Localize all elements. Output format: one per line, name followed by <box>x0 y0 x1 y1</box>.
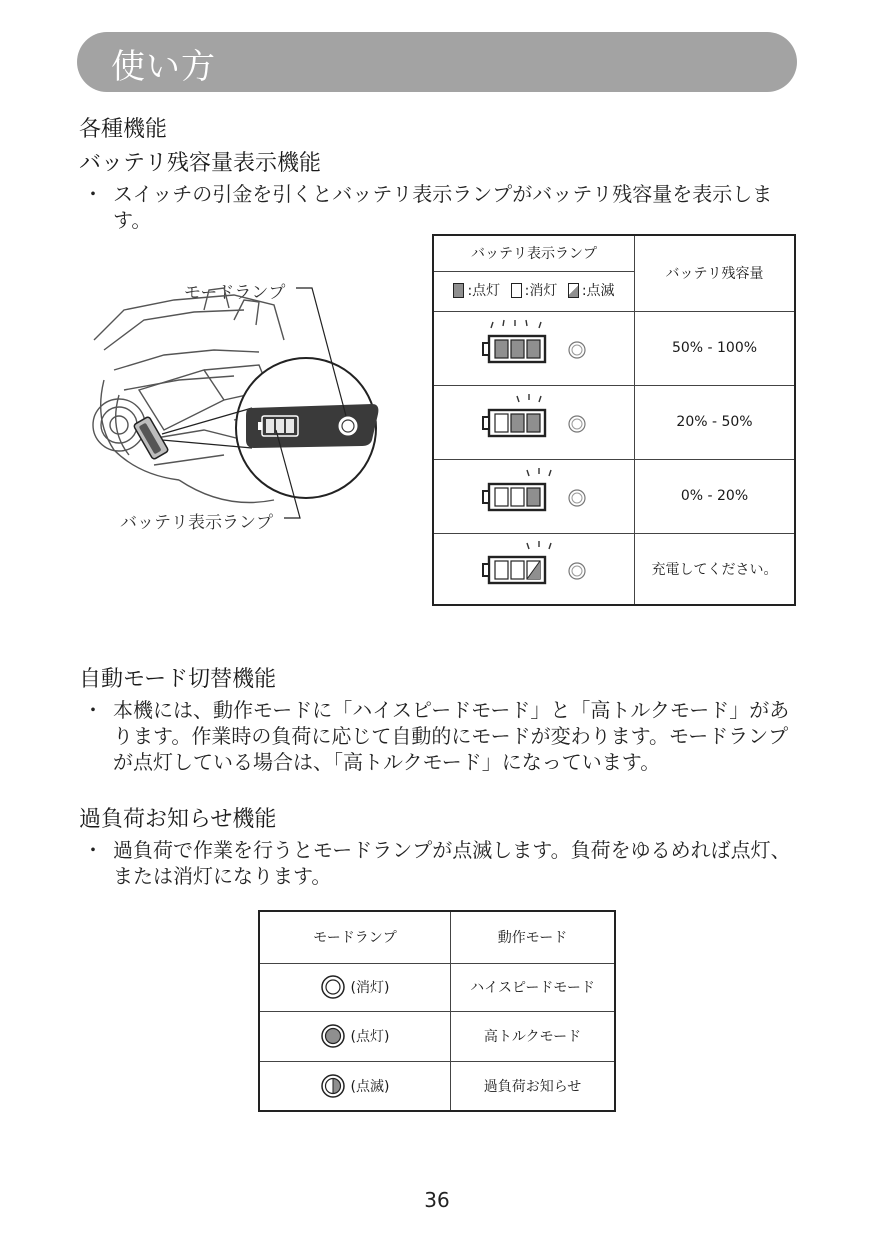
mode-cell: 過負荷お知らせ <box>451 1061 616 1111</box>
light-rays-icon <box>527 541 551 549</box>
light-rays-icon <box>517 394 541 402</box>
section-heading-functions: 各種機能 <box>79 117 168 142</box>
battery-level-icon <box>469 390 599 450</box>
bullet: ・ <box>83 698 103 722</box>
section-heading-battery: バッテリ残容量表示機能 <box>79 151 322 176</box>
tool-illustration <box>84 280 394 540</box>
table-row <box>259 1011 615 1061</box>
battery-terminal <box>483 417 489 429</box>
lamp-blink-icon <box>321 1074 345 1098</box>
battery-table-header-lamp: バッテリ表示ランプ <box>433 235 635 271</box>
battery-segment-off <box>511 488 524 506</box>
capacity-cell: 20% - 50% <box>635 385 796 459</box>
battery-segment-on <box>495 340 508 358</box>
battery-table-legend <box>433 271 635 311</box>
mode-lamp-cell <box>259 1061 451 1111</box>
battery-indicator-cell <box>433 533 635 605</box>
table-row <box>433 533 795 605</box>
lamp-off-swatch <box>511 283 522 298</box>
chapter-banner <box>77 32 797 92</box>
battery-level-icon <box>469 316 599 376</box>
section-heading-auto-mode: 自動モード切替機能 <box>79 667 277 692</box>
light-rays-icon <box>527 468 551 476</box>
chapter-title: 使い方 <box>111 47 216 87</box>
section-heading-overload: 過負荷お知らせ機能 <box>79 807 277 832</box>
mode-lamp-cell <box>259 1011 451 1061</box>
mode-table-header-lamp: モードランプ <box>259 911 451 963</box>
battery-segment-off <box>495 414 508 432</box>
bullet: ・ <box>83 182 103 206</box>
mode-lamp-icon <box>339 417 357 435</box>
battery-paragraph <box>79 181 801 233</box>
battery-segment-on <box>527 414 540 432</box>
battery-segment-on <box>527 340 540 358</box>
battery-lamp-label: バッテリ表示ランプ <box>120 513 273 533</box>
page-number: 36 <box>424 1188 450 1212</box>
mode-lamp-cell <box>259 963 451 1011</box>
capacity-cell: 50% - 100% <box>635 311 796 385</box>
mode-lamp-inner-ring <box>572 345 582 355</box>
battery-segment-off <box>495 561 508 579</box>
lamp-state-label: (消灯) <box>350 980 390 996</box>
battery-terminal <box>483 491 489 503</box>
table-row <box>433 459 795 533</box>
light-rays-icon <box>491 320 541 328</box>
mode-lamp-label: モードランプ <box>184 283 286 303</box>
battery-indicator-cell <box>433 385 635 459</box>
lamp-off-icon <box>321 975 345 999</box>
overload-paragraph <box>79 837 801 889</box>
battery-segment-on <box>511 340 524 358</box>
legend-blink <box>568 280 615 300</box>
capacity-cell: 充電してください。 <box>635 533 796 605</box>
auto-mode-paragraph <box>79 697 801 775</box>
lamp-blink-swatch <box>568 283 579 298</box>
battery-segment-off <box>511 561 524 579</box>
legend-blink-label: :点滅 <box>581 283 615 300</box>
trigger-switch <box>133 416 169 460</box>
battery-table <box>432 234 796 606</box>
table-row <box>259 963 615 1011</box>
mode-table-header-mode: 動作モード <box>451 911 616 963</box>
bullet: ・ <box>83 838 103 862</box>
mode-lamp-inner-ring <box>572 566 582 576</box>
legend-off-label: :消灯 <box>524 283 558 300</box>
battery-paragraph-text: スイッチの引金を引くとバッテリ表示ランプがバッテリ残容量を表示します。 <box>113 182 773 232</box>
battery-table-header-capacity: バッテリ残容量 <box>635 235 796 311</box>
battery-level-icon <box>469 464 599 524</box>
mode-table <box>258 910 616 1112</box>
overload-paragraph-text: 過負荷で作業を行うとモードランプが点滅します。負荷をゆるめれば点灯、または消灯になります。 <box>113 838 791 888</box>
legend-on <box>453 280 500 300</box>
lamp-on-swatch <box>453 283 464 298</box>
battery-terminal <box>483 343 489 355</box>
table-row <box>433 311 795 385</box>
mode-lamp-inner-ring <box>572 493 582 503</box>
battery-indicator-cell <box>433 311 635 385</box>
battery-indicator-cell <box>433 459 635 533</box>
lamp-on-icon <box>321 1024 345 1048</box>
battery-terminal <box>483 564 489 576</box>
legend-off <box>511 280 558 300</box>
mode-cell: ハイスピードモード <box>451 963 616 1011</box>
battery-segment-on <box>511 414 524 432</box>
capacity-cell: 0% - 20% <box>635 459 796 533</box>
battery-level-icon <box>469 537 599 597</box>
table-row <box>259 1061 615 1111</box>
table-row <box>433 385 795 459</box>
lamp-state-label: (点灯) <box>350 1029 390 1045</box>
mode-cell: 高トルクモード <box>451 1011 616 1061</box>
battery-segment-on <box>527 488 540 506</box>
battery-segment-off <box>495 488 508 506</box>
mode-lamp-inner-ring <box>572 419 582 429</box>
lamp-state-label: (点滅) <box>350 1078 390 1095</box>
legend-on-label: :点灯 <box>467 283 501 300</box>
auto-mode-paragraph-text: 本機には、動作モードに「ハイスピードモード」と「高トルクモード」があります。作業時の負荷に応じて自動的にモードが変わります。モードランプが点灯している場合は、「高トルクモード」になっています。 <box>113 698 790 774</box>
